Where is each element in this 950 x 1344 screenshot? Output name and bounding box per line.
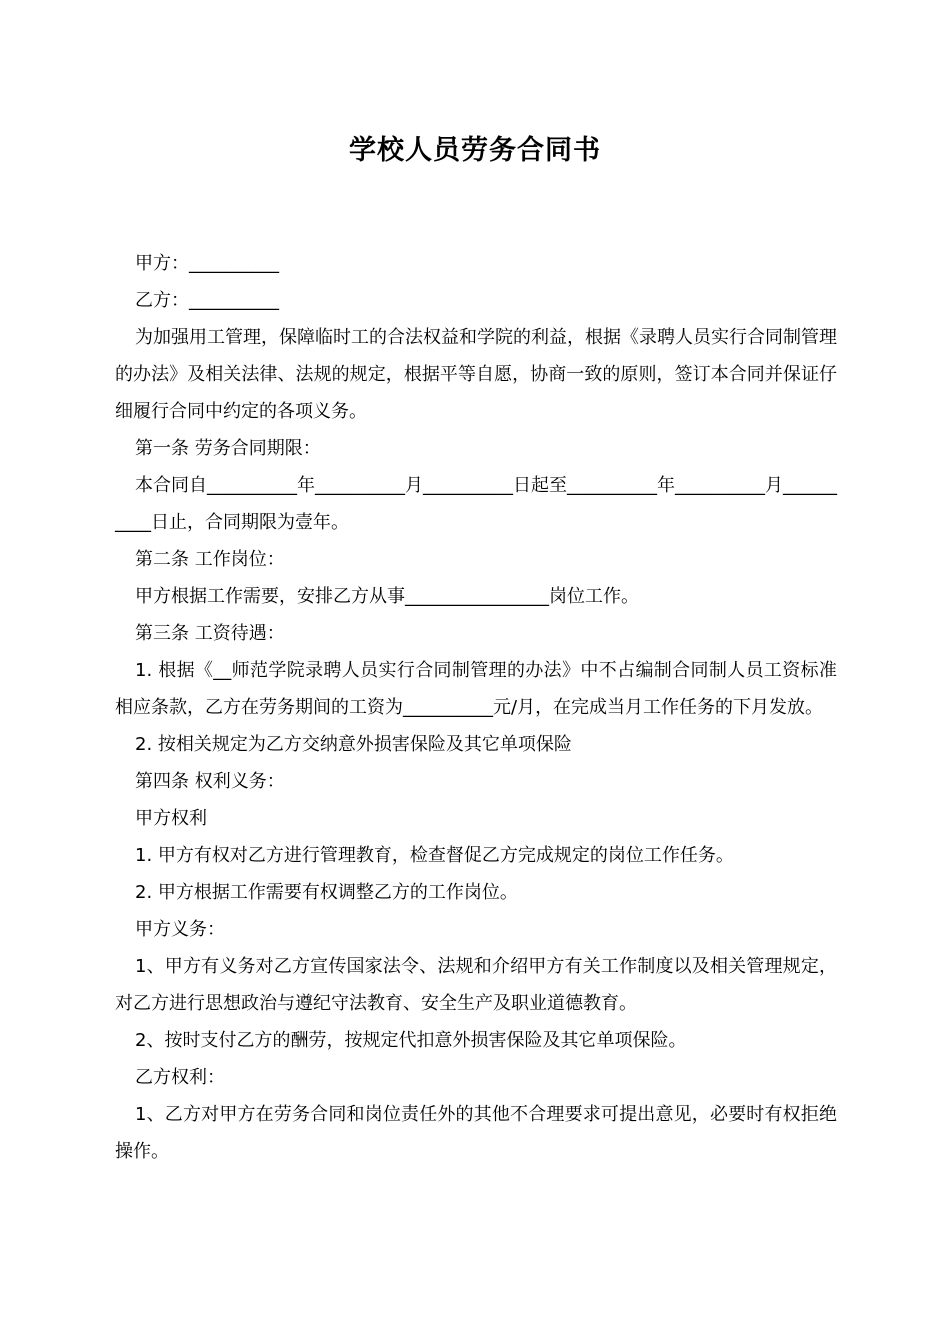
salary-clause-2: 2. 按相关规定为乙方交纳意外损害保险及其它单项保险: [135, 734, 572, 755]
job-post-paragraph: 甲方根据工作需要，安排乙方从事________________岗位工作。: [135, 586, 639, 607]
article-3-heading: 第三条 工资待遇：: [135, 623, 285, 644]
party-a-duties-heading: 甲方义务：: [135, 919, 225, 940]
party-b-rights-heading: 乙方权利：: [135, 1067, 225, 1088]
party-a-rights-heading: 甲方权利: [135, 808, 207, 829]
salary-clause-1: 1. 根据《__师范学院录聘人员实行合同制管理的办法》中不占编制合同制人员工资标准相应条款，乙方在劳务期间的工资为__________元/月，在完成当月工作任务的下月发放。: [115, 660, 837, 718]
party-a-rights-item-2: 2. 甲方根据工作需要有权调整乙方的工作岗位。: [135, 882, 518, 903]
party-a-duties-item-1: 1、甲方有义务对乙方宣传国家法令、法规和介绍甲方有关工作制度以及相关管理规定，对乙方进行思想政治与遵纪守法教育、安全生产及职业道德教育。: [115, 956, 837, 1014]
article-4-heading: 第四条 权利义务：: [135, 771, 285, 792]
contract-term-paragraph: 本合同自__________年__________月__________日起至__________年__________月__________日止，合同期限为壹年。: [115, 475, 837, 533]
document-body: [115, 245, 837, 1170]
article-1-heading: 第一条 劳务合同期限：: [135, 438, 321, 459]
party-a-duties-item-2: 2、按时支付乙方的酬劳，按规定代扣意外损害保险及其它单项保险。: [135, 1030, 687, 1051]
party-b-rights-item-1: 1、乙方对甲方在劳务合同和岗位责任外的其他不合理要求可提出意见，必要时有权拒绝操作。: [115, 1104, 837, 1162]
party-a-line: 甲方：__________: [135, 253, 279, 274]
article-2-heading: 第二条 工作岗位：: [135, 549, 285, 570]
party-b-line: 乙方：__________: [135, 290, 279, 311]
party-a-rights-item-1: 1. 甲方有权对乙方进行管理教育，检查督促乙方完成规定的岗位工作任务。: [135, 845, 734, 866]
preamble-paragraph: 为加强用工管理，保障临时工的合法权益和学院的利益，根据《录聘人员实行合同制管理的办法》及相关法律、法规的规定，根据平等自愿，协商一致的原则，签订本合同并保证仔细履行合同中约定的各项义务。: [115, 327, 837, 422]
document-title: 学校人员劳务合同书: [349, 135, 601, 166]
